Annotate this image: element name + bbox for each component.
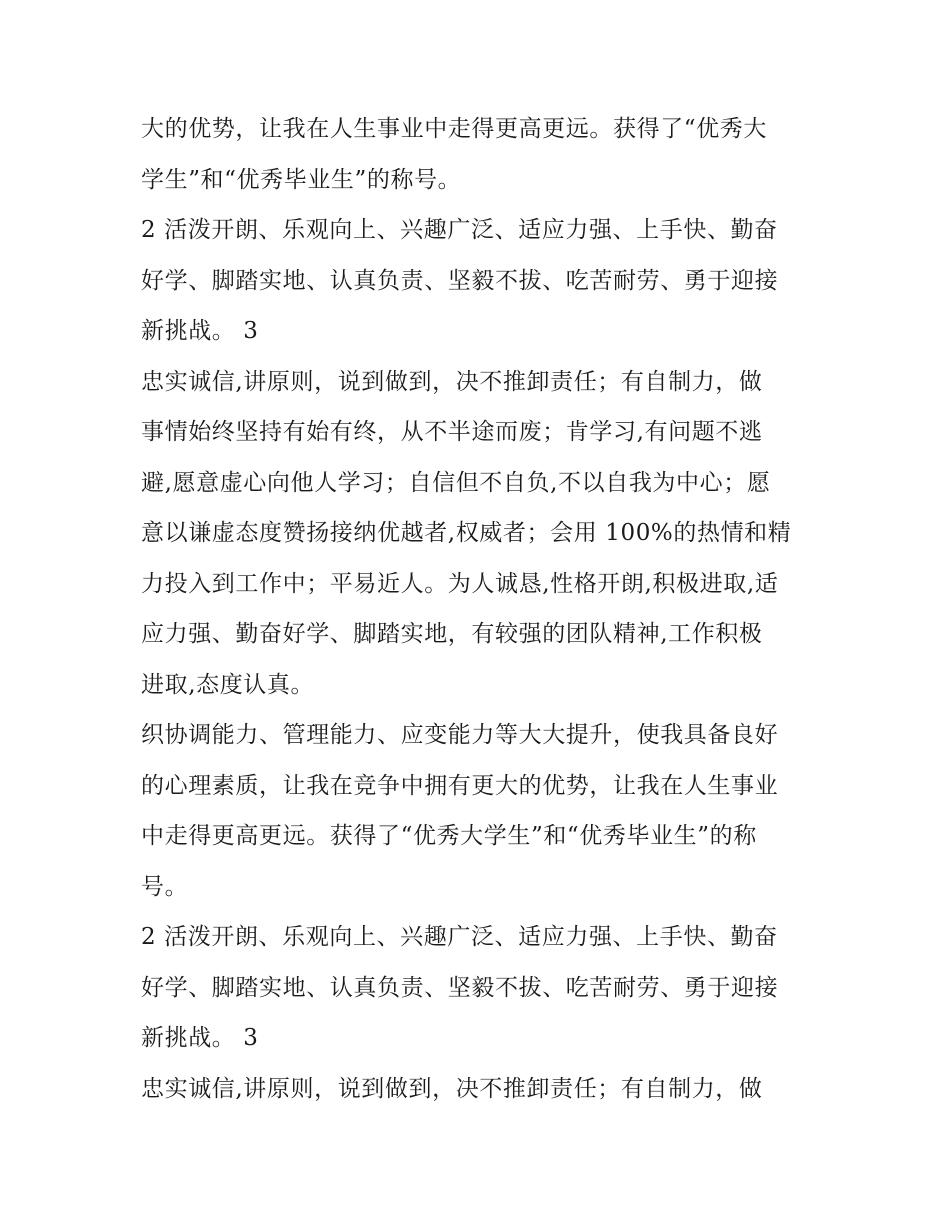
text-line: 忠实诚信,讲原则，说到做到，决不推卸责任；有自制力，做: [141, 368, 763, 395]
text-line: 2 活泼开朗、乐观向上、兴趣广泛、适应力强、上手快、勤奋: [141, 924, 778, 950]
text-line: 2 活泼开朗、乐观向上、兴趣广泛、适应力强、上手快、勤奋: [141, 217, 778, 243]
text-line: 织协调能力、管理能力、应变能力等大大提升，使我具备良好: [141, 722, 779, 748]
document-body: [141, 104, 821, 1114]
text-line: 学生”和“优秀毕业生”的称号。: [141, 166, 462, 193]
text-line: 号。: [141, 873, 189, 900]
text-line: 好学、脚踏实地、认真负责、坚毅不拔、吃苦耐劳、勇于迎接: [141, 267, 779, 294]
text-line: 好学、脚踏实地、认真负责、坚毅不拔、吃苦耐劳、勇于迎接: [141, 974, 779, 1001]
text-line: 忠实诚信,讲原则，说到做到，决不推卸责任；有自制力，做: [141, 1075, 763, 1102]
text-line: 避,愿意虚心向他人学习；自信但不自负,不以自我为中心；愿: [141, 469, 771, 496]
text-line: 大的优势，让我在人生事业中走得更高更远。获得了“优秀大: [141, 116, 767, 142]
text-line: 意以谦虚态度赞扬接纳优越者,权威者；会用 100%的热情和精: [141, 520, 792, 546]
text-line: 事情始终坚持有始有终，从不半途而废；肯学习,有问题不逃: [141, 419, 763, 445]
text-line: 应力强、勤奋好学、脚踏实地，有较强的团队精神,工作积极: [141, 621, 763, 647]
text-line: 新挑战。 3: [141, 1025, 259, 1051]
text-line: 新挑战。 3: [141, 318, 259, 344]
text-line: 力投入到工作中；平易近人。为人诚恳,性格开朗,积极进取,适: [141, 570, 779, 597]
text-line: 进取,态度认真。: [141, 671, 315, 698]
text-line: 中走得更高更远。获得了“优秀大学生”和“优秀毕业生”的称: [141, 823, 757, 849]
text-line: 的心理素质，让我在竞争中拥有更大的优势，让我在人生事业: [141, 772, 779, 799]
